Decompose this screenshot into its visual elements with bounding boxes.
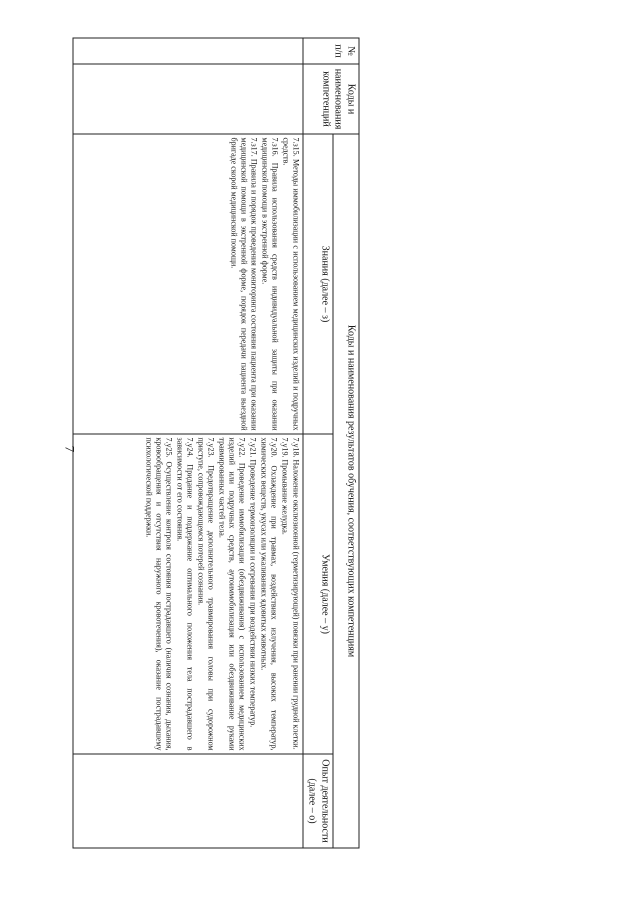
experience-cell [73,754,303,848]
knowledge-item: 7.з17. Правила и порядок проведения мониторинга состояния пациента при оказании медицинской помощи в экстренной форме, порядок передачи пациента выездной бригаде скорой медицинской помощи. [229,137,259,430]
cell-codes [73,64,303,134]
skill-item: 7.у20. Охлаждение при травмах, воздействиях излучения, высоких температур, химических веществ, укусах или ужаливаниях ядовитых животных. [259,437,279,750]
knowledge-cell [73,134,303,434]
skill-item: 7.у24. Придание и поддержание оптимального положения тела пострадавшего в зависимости от его состояния. [175,437,195,750]
col-num-header: № п/п [303,38,359,64]
skill-item: 7.у23. Предотвращение дополнительного травмирования головы при судорожном приступе, сопровождающемся потерей сознания. [196,437,216,750]
skill-item: 7.у19. Промывание желудка. [280,437,290,535]
col-experience-header: Опыт деятельности (далее – о) [303,754,333,848]
skill-item: 7.у25. Осуществление контроля состояния пострадавшего (наличия сознания, дыхания, кровообращения и отсутствия наружного кровотечения), оказание пострадавшему психологической поддержки. [144,437,174,750]
col-skills-header: Умения (далее – у) [303,434,333,754]
knowledge-item: 7.з15. Методы иммобилизации с использованием медицинских изделий и подручных средств. [281,137,301,430]
col-knowledge-header: Знания (далее – з) [303,134,333,434]
page-number: 7 [62,445,78,453]
col-codes-header: Коды и наименования компетенций [303,64,359,134]
knowledge-item: 7.з16. Правила использования средств индивидуальной защиты при оказании медицинской помощи в экстренной форме. [260,137,280,430]
skill-item: 7.у18. Наложение окклюзионной (герметизирующей) повязки при ранении грудной клетки. [291,437,301,750]
competency-table [73,37,360,848]
skill-item: 7.у21. Проведение термоизоляции и согревания при воздействии низких температур. [248,437,258,727]
cell-num [73,38,303,64]
rotated-page [73,37,360,847]
skills-cell [73,434,303,754]
main-header: Коды и наименования результатов обучения, соответствующих компетенциям [333,134,359,848]
skill-item: 7.у22. Проведение иммобилизации (обездвиживания) с использованием медицинских изделий или подручных средств, аутоиммобилизация или обездвиживание руками травмированных частей тела. [217,437,247,750]
